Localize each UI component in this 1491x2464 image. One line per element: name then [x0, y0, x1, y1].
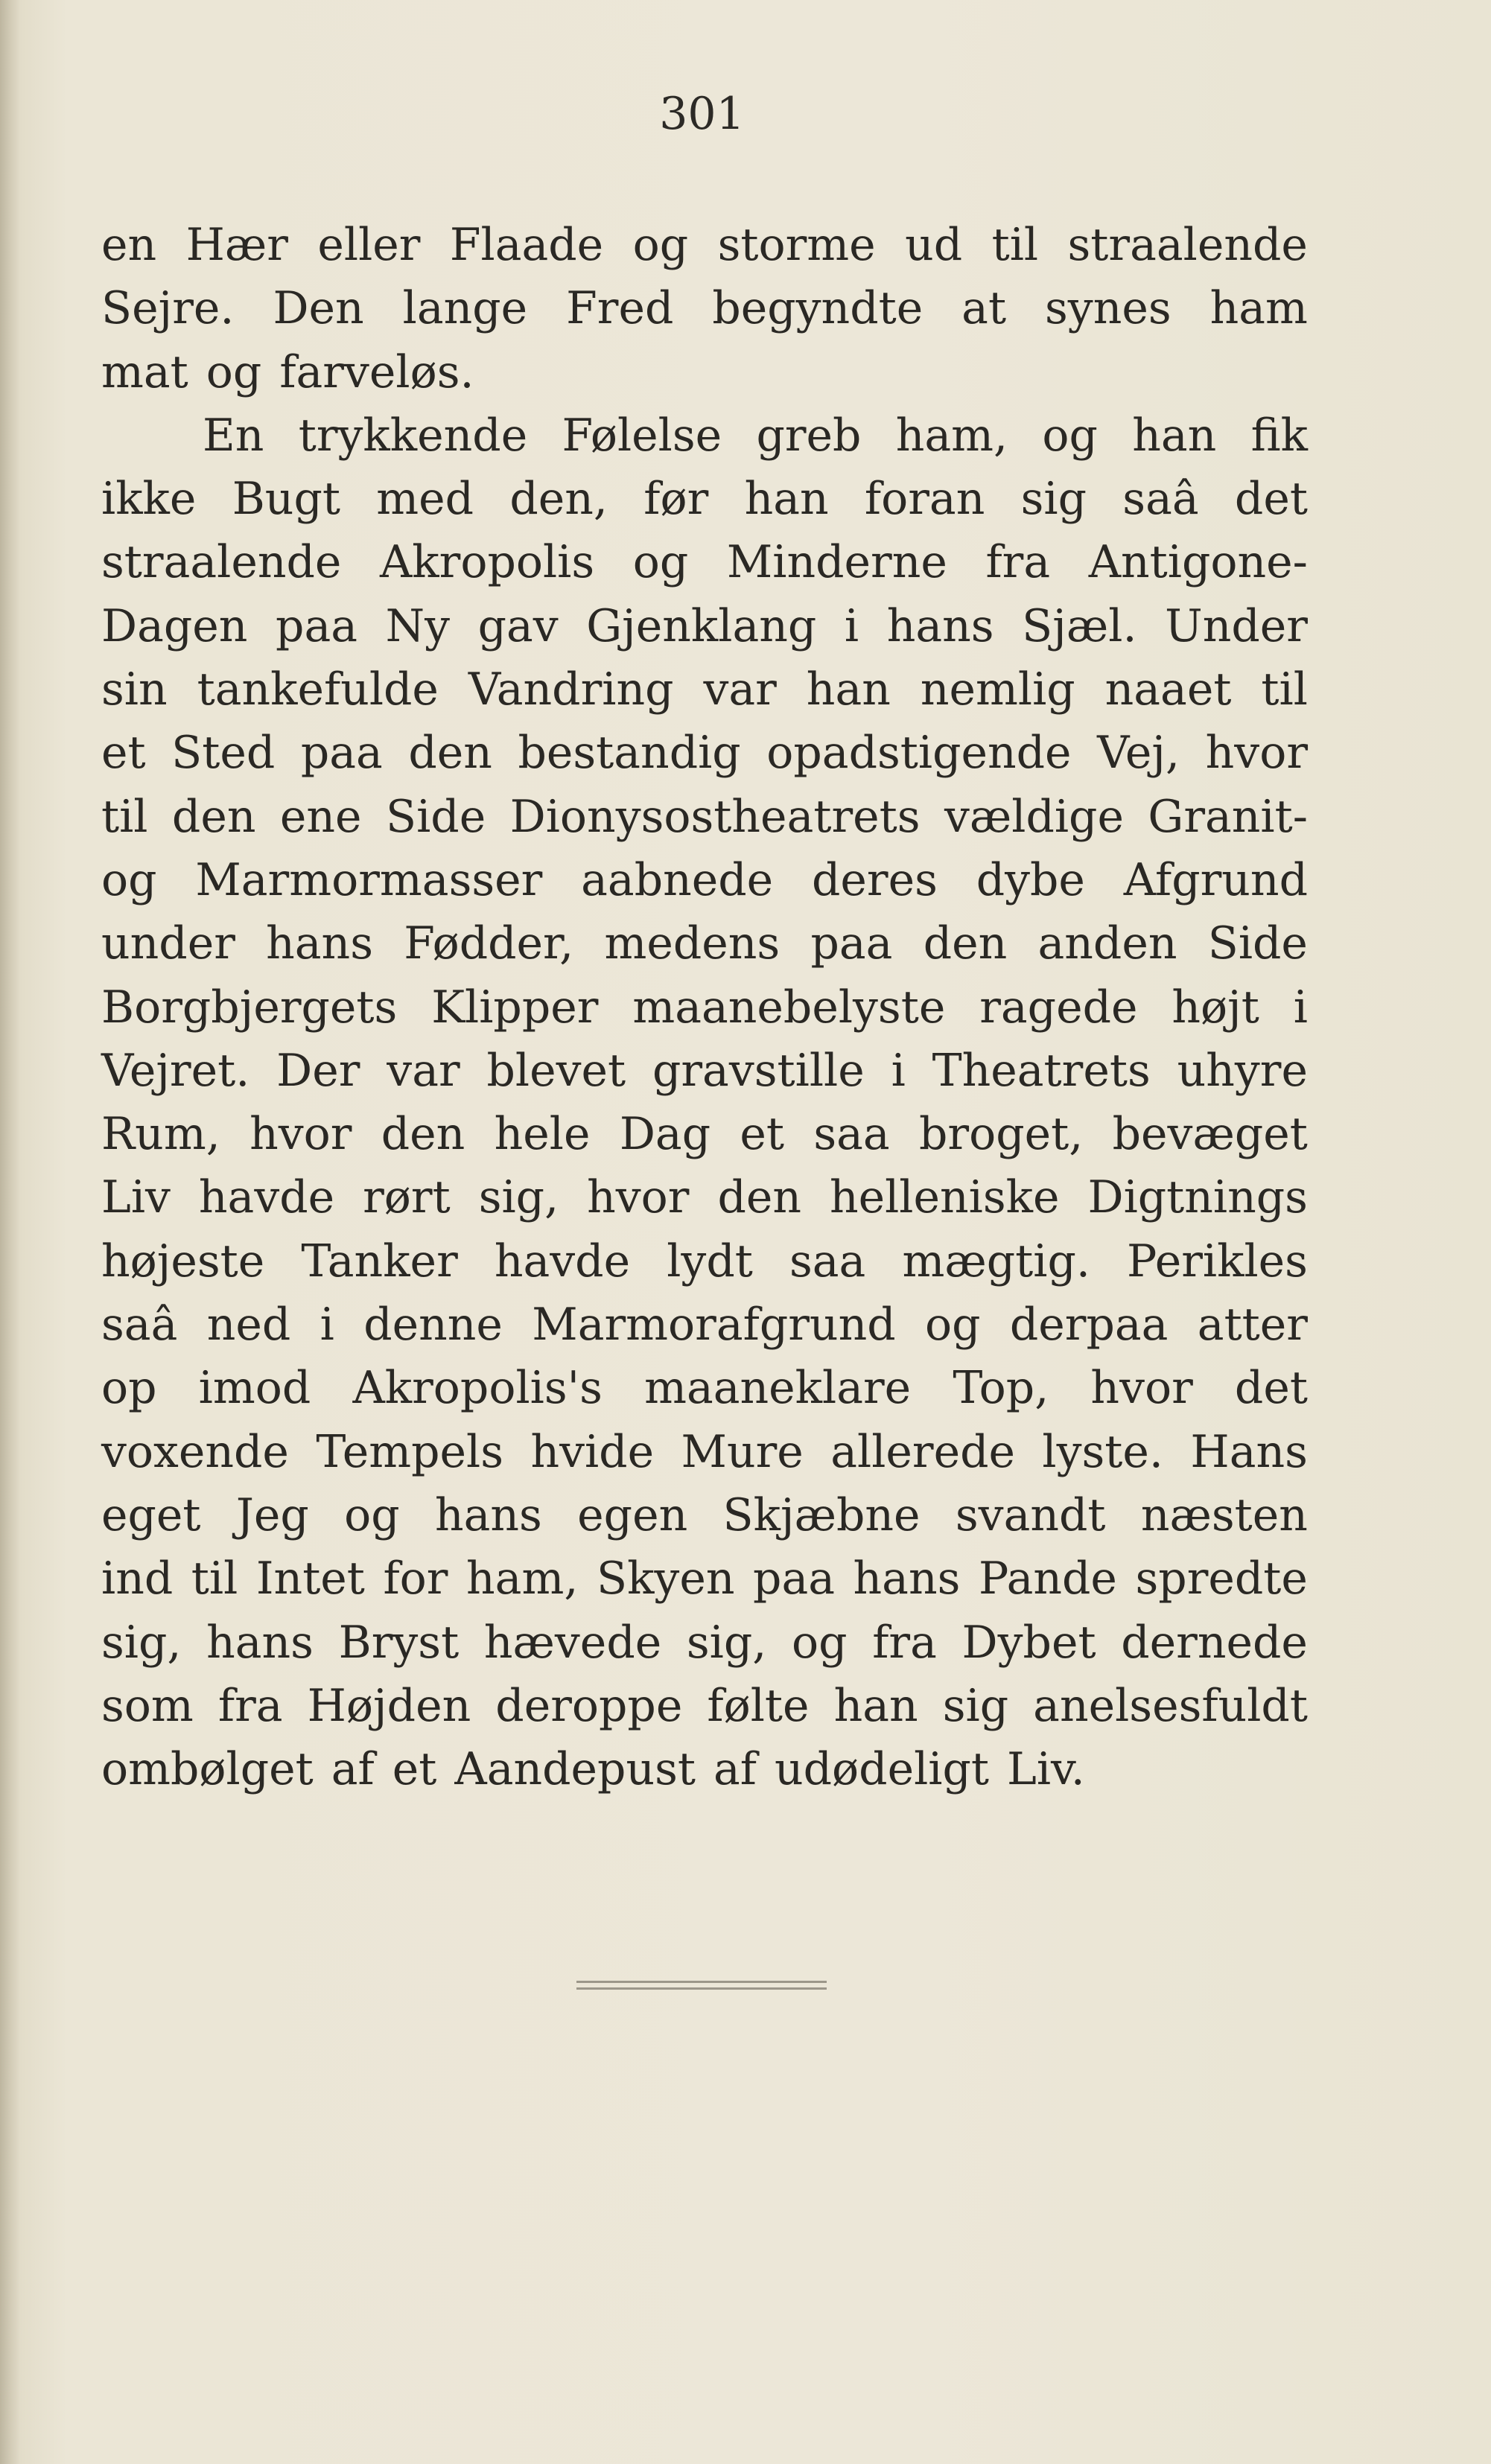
text-line: til den ene Side Dionysostheatrets vældige Granit- [101, 790, 1308, 843]
text-line: voxende Tempels hvide Mure allerede lyste. Hans [101, 1425, 1308, 1478]
text-line: ind til Intet for ham, Skyen paa hans Pande spredte [101, 1553, 1308, 1605]
text-line: en Hær eller Flaade og storme ud til straalende [101, 219, 1308, 271]
text-line: et Sted paa den bestandig opadstigende Vej, hvor [101, 727, 1308, 780]
text-line: straalende Akropolis og Minderne fra Antigone- [101, 536, 1308, 589]
text-line: saâ ned i denne Marmorafgrund og derpaa atter [101, 1299, 1308, 1352]
text-line: Rum, hvor den hele Dag et saa broget, bevæget [101, 1108, 1308, 1161]
text-line: mat og farveløs. [101, 346, 474, 398]
text-line: op imod Akropolis's maaneklare Top, hvor det [101, 1362, 1308, 1415]
text-line: Liv havde rørt sig, hvor den helleniske Digtnings [101, 1171, 1308, 1224]
page-gutter-shadow [0, 0, 19, 2464]
text-line: som fra Højden deroppe følte han sig anelsesfuldt [101, 1679, 1308, 1732]
text-line: ikke Bugt med den, før han foran sig saâ det [101, 473, 1308, 526]
text-line: sig, hans Bryst hævede sig, og fra Dybet dernede [101, 1616, 1308, 1669]
end-rule-top [576, 1981, 827, 1983]
text-line: højeste Tanker havde lydt saa mægtig. Perikles [101, 1235, 1308, 1287]
text-line: og Marmormasser aabnede deres dybe Afgrund [101, 853, 1308, 906]
text-line: under hans Fødder, medens paa den anden Side [101, 917, 1308, 970]
page-number: 301 [659, 88, 745, 140]
end-rule-bottom [576, 1987, 827, 1990]
text-line: Sejre. Den lange Fred begyndte at synes ham [101, 282, 1308, 335]
text-line: ombølget af et Aandepust af udødeligt Liv. [101, 1743, 1085, 1796]
body-text [101, 214, 1308, 1801]
text-line: eget Jeg og hans egen Skjæbne svandt næsten [101, 1489, 1308, 1541]
text-line: Borgbjergets Klipper maanebelyste ragede højt i [101, 981, 1308, 1034]
text-line: Vejret. Der var blevet gravstille i Theatrets uhyre [101, 1044, 1308, 1097]
text-line: Dagen paa Ny gav Gjenklang i hans Sjæl. Under [101, 599, 1308, 652]
text-line: En trykkende Følelse greb ham, og han fik [203, 409, 1308, 462]
text-line: sin tankefulde Vandring var han nemlig naaet til [101, 663, 1308, 716]
